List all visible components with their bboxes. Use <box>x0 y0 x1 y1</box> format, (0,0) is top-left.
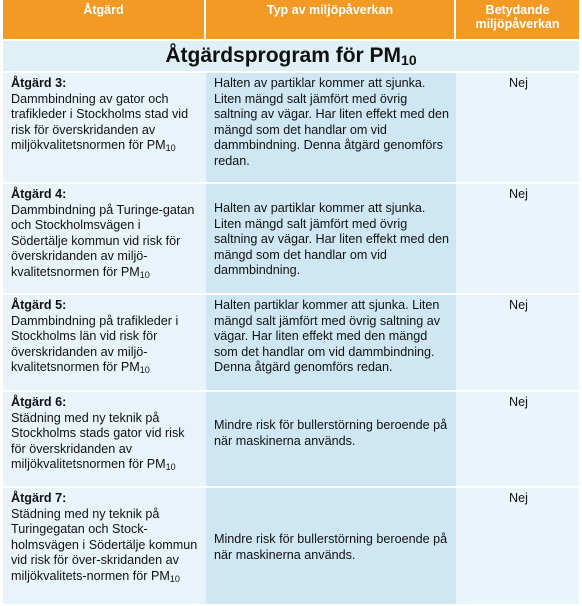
table-row <box>3 184 579 295</box>
measure-cell <box>3 184 206 295</box>
measure-label: Åtgärd 5: <box>11 298 67 312</box>
header-impact-type: Typ av miljöpåverkan <box>206 0 456 39</box>
significant-cell: Nej <box>456 488 579 606</box>
program-title-sub: 10 <box>401 52 417 68</box>
measure-cell <box>3 73 206 184</box>
program-title-row <box>3 39 579 73</box>
program-title <box>3 39 579 73</box>
header-significant <box>456 0 579 39</box>
measure-cell <box>3 392 206 488</box>
measure-description-sub: 10 <box>165 462 176 473</box>
impact-cell: Mindre risk för bullerstörning beroende på när maskinerna används. <box>206 488 456 606</box>
measure-description-sub: 10 <box>165 143 176 154</box>
impact-cell: Mindre risk för bullerstörning beroende på när maskinerna används. <box>206 392 456 488</box>
table-row <box>3 73 579 184</box>
significant-cell: Nej <box>456 392 579 488</box>
program-title-text: Åtgärdsprogram för PM <box>165 44 402 67</box>
measure-description-sub: 10 <box>139 269 150 280</box>
impact-cell: Halten av partiklar kommer att sjunka. Liten mängd salt jämfört med övrig saltning av vägar. Har liten effekt med den mängd som det handlar om vid dammbindning. Denna åtgärd genomförs redan. <box>206 73 456 184</box>
header-significant-line1: Betydande <box>485 3 550 17</box>
impact-cell: Halten partiklar kommer att sjunka. Liten mängd salt jämfört med övrig saltning av vägar. Har liten effekt med den mängd som det handlar om vid dammbindning. Denna åtgärd genomförs redan. <box>206 295 456 392</box>
measure-label: Åtgärd 4: <box>11 187 67 201</box>
measure-description-sub: 10 <box>169 573 180 584</box>
measure-description: Dammbindning av gator och trafikleder i Stockholms stad vid risk för överskridanden av miljökvalitetsnormen för PM <box>11 91 189 153</box>
impact-cell: Halten av partiklar kommer att sjunka. Liten mängd salt jämfört med övrig saltning av vägar. Har liten effekt med den mängd som det handlar om vid dammbindning. <box>206 184 456 295</box>
measure-description: Städning med ny teknik på Stockholms stads gator vid risk för överskridanden av miljökvalitetsnormen för PM <box>11 410 185 472</box>
table-row <box>3 295 579 392</box>
measures-table <box>3 0 579 606</box>
header-significant-line2: miljöpåverkan <box>475 17 560 31</box>
significant-cell: Nej <box>456 295 579 392</box>
header-row <box>3 0 579 39</box>
header-measure: Åtgärd <box>3 0 206 39</box>
table-row <box>3 488 579 606</box>
measure-description: Dammbindning på Turinge-gatan och Stockholmsvägen i Södertälje kommun vid risk för överskridanden av miljö-kvalitetsnormen för PM <box>11 202 195 279</box>
table-row <box>3 392 579 488</box>
measure-description: Dammbindning på trafikleder i Stockholms län vid risk för överskridanden av miljö-kvalitetsnormen för PM <box>11 313 179 375</box>
significant-cell: Nej <box>456 184 579 295</box>
measure-cell <box>3 488 206 606</box>
measure-cell <box>3 295 206 392</box>
measure-description-sub: 10 <box>139 365 150 376</box>
measure-label: Åtgärd 7: <box>11 491 67 505</box>
significant-cell: Nej <box>456 73 579 184</box>
measure-label: Åtgärd 6: <box>11 395 67 409</box>
measure-label: Åtgärd 3: <box>11 76 67 90</box>
measure-description: Städning med ny teknik på Turingegatan och Stock-holmsvägen i Södertälje kommun vid risk för över-skridanden av miljökvalitets-normen för PM <box>11 506 198 583</box>
